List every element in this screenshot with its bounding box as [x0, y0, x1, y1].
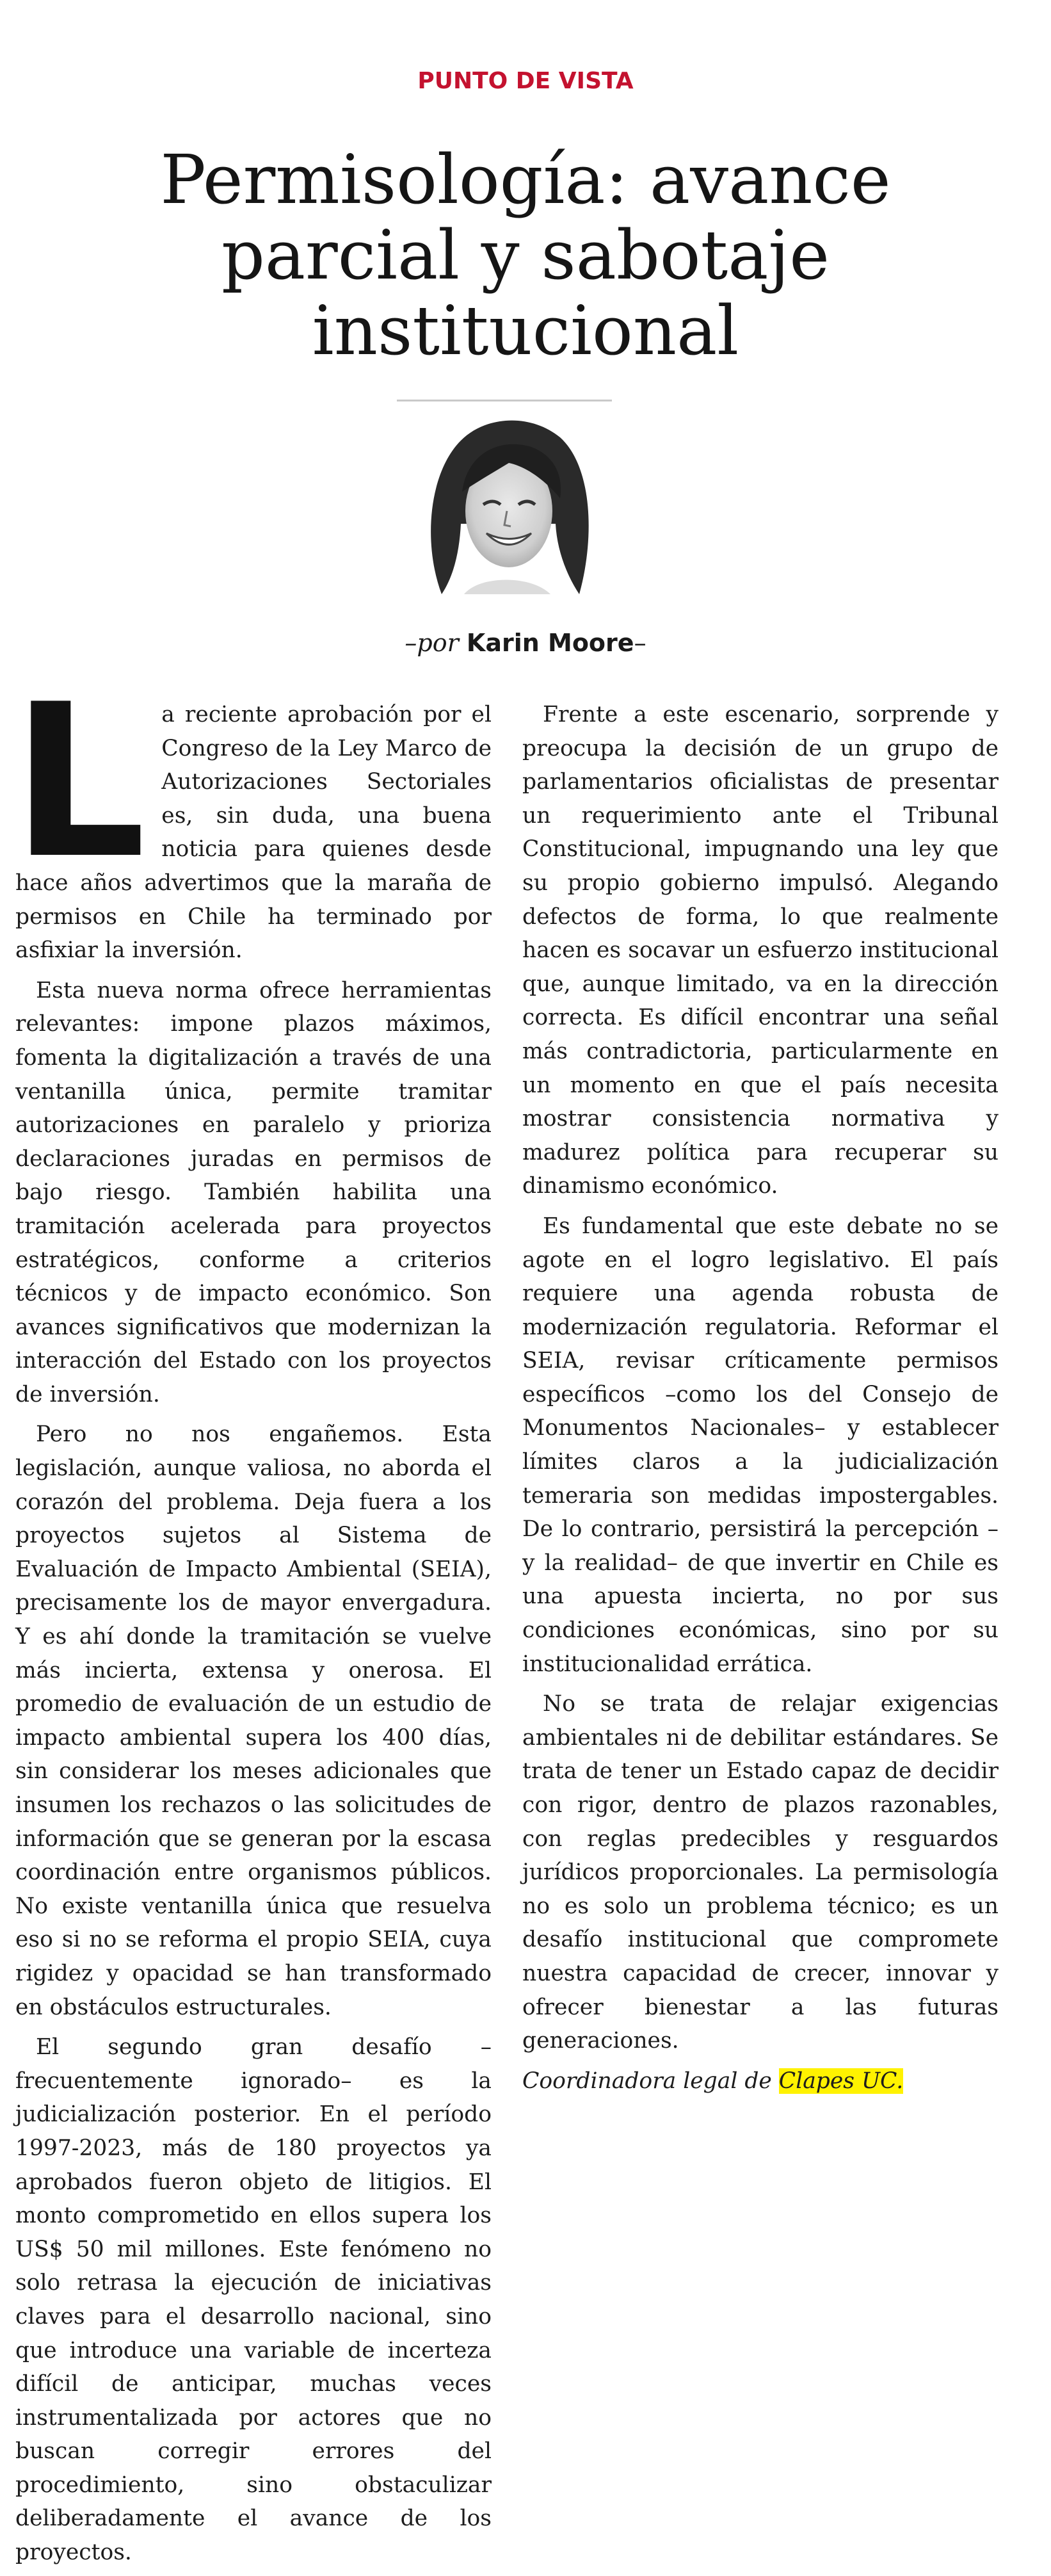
credit-role: Coordinadora legal de — [522, 2068, 779, 2094]
article-paragraph — [12, 659, 492, 968]
article-paragraph: Pero no nos engañemos. Esta legislación, aunque valiosa, no aborda el corazón del problema. Deja fuera a los proyectos sujetos al Sistema de Evaluación de Impacto Ambiental (SEIA), precisamente los de mayor envergadura. Y es ahí donde la tramitación se vuelve más incierta, extensa y onerosa. El promedio de evaluación de un estudio de impacto ambiental supera los 400 días, sin considerar los meses adicionales que insumen los rechazos o las solicitudes de información que se generan por la escasa coordinación entre organismos públicos. No existe ventanilla única que resuelva eso si no se reforma el propio SEIA, cuya rigidez y opacidad se han transformado en obstáculos estructurales. — [15, 1422, 492, 2020]
article-column-right — [522, 698, 999, 2104]
article-paragraph: Es fundamental que este debate no se agote en el logro legislativo. El país requiere una agenda robusta de modernización regulatoria. Reformar el SEIA, revisar críticamente permisos específicos –como los del Consejo de Monumentos Nacionales– y establecer límites claros a la judicialización temeraria son medidas impostergables. De lo contrario, persistirá la percepción –y la realidad– de que invertir en Chile es una apuesta incierta, no por sus condiciones económicas, sino por su institucionalidad errática. — [522, 1213, 999, 1677]
headline-line-1: Permisología: avance — [160, 140, 891, 219]
byline-prefix: –por — [405, 629, 467, 657]
headline-line-2: parcial y sabotaje — [221, 216, 830, 295]
author-name: Karin Moore — [466, 629, 634, 657]
author-credit — [522, 2064, 999, 2098]
drop-cap: L — [12, 659, 147, 905]
byline-suffix: – — [634, 629, 646, 657]
article-column-left — [12, 659, 492, 2576]
headline-divider — [397, 400, 612, 401]
credit-organization: Clapes UC. — [778, 2068, 904, 2094]
byline — [0, 629, 1051, 657]
section-label: PUNTO DE VISTA — [417, 68, 634, 94]
article-paragraph: Frente a este escenario, sorprende y preocupa la decisión de un grupo de parlamentarios oficialistas de presentar un requerimiento ante el Tribunal Constitucional, impugnando una ley que su propio gobierno impulsó. Alegando defectos de forma, lo que realmente hacen es socavar un esfuerzo institucional que, aunque limitado, va en la dirección correcta. Es difícil encontrar una señal más contradictoria, particularmente en un momento en que el país necesita mostrar consistencia normativa y madurez política para recuperar su dinamismo económico. — [522, 702, 999, 1199]
author-portrait — [403, 402, 608, 607]
article-paragraph: No se trata de relajar exigencias ambientales ni de debilitar estándares. Se trata de tener un Estado capaz de decidir con rigor, dentro de plazos razonables, con reglas predecibles y resguardos jurídicos proporcionales. La permisología no es solo un problema técnico; es un desafío institucional que compromete nuestra capacidad de crecer, innovar y ofrecer bienestar a las futuras generaciones. — [522, 1691, 999, 2054]
article-paragraph: El segundo gran desafío –frecuentemente ignorado– es la judicialización posterior. En el período 1997-2023, más de 180 proyectos ya aprobados fueron objeto de litigios. El monto comprometido en ellos supera los US$ 50 mil millones. Este fenómeno no solo retrasa la ejecución de iniciativas claves para el desarrollo nacional, sino que introduce una variable de incerteza difícil de anticipar, muchas veces instrumentalizada por actores que no buscan corregir errores del procedimiento, sino obstaculizar deliberadamente el avance de los proyectos. — [15, 2034, 492, 2566]
headline-line-3: institucional — [312, 291, 739, 370]
article-paragraph: Esta nueva norma ofrece herramientas relevantes: impone plazos máximos, fomenta la digitalización a través de una ventanilla única, permite tramitar autorizaciones en paralelo y prioriza declaraciones juradas en permisos de bajo riesgo. También habilita una tramitación acelerada para proyectos estratégicos, conforme a criterios técnicos y de impacto económico. Son avances significativos que modernizan la interacción del Estado con los proyectos de inversión. — [15, 977, 492, 1407]
paragraph-text: a reciente aprobación por el Congreso de la Ley Marco de Autorizaciones Sectoriales es, sin duda, una buena noticia para quienes desde hace años advertimos que la maraña de permisos en Chile ha terminado por asfixiar la inversión. — [15, 702, 492, 964]
headline — [64, 142, 987, 369]
